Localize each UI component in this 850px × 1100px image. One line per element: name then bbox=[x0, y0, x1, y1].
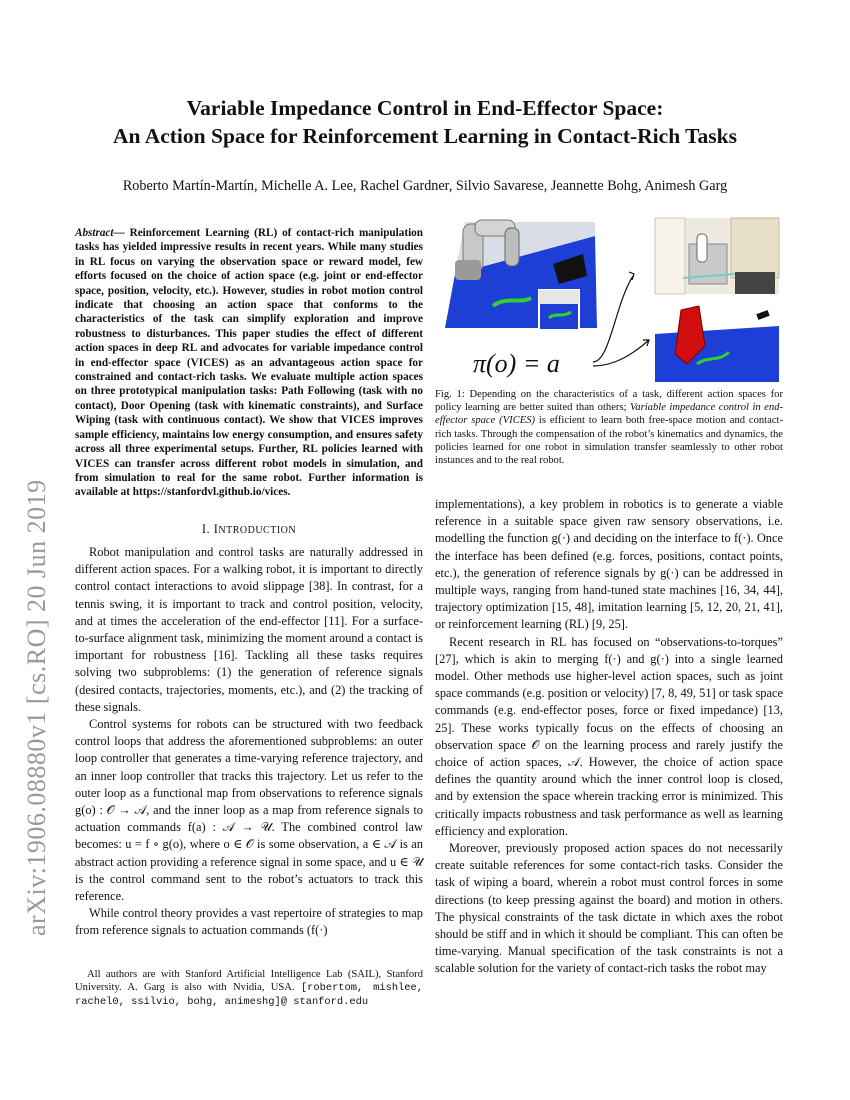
title-line-2: An Action Space for Reinforcement Learning in Contact-Rich Tasks bbox=[113, 124, 737, 148]
policy-equation: π(o) = a bbox=[473, 349, 560, 378]
section-title-first: I bbox=[213, 522, 219, 536]
affiliation-footnote bbox=[75, 968, 423, 1009]
caption-suffix: is efficient to learn both free-space motion and contact-rich tasks. Through the compensation of the robot’s kinematics and dynamics, the policies learned for one robot in simulation transfer seamlessly to other robot instances and to the real robot. bbox=[435, 415, 783, 467]
footnote-emails: [robertom, mishlee, rachel0, ssilvio, bohg, animeshg]@ stanford.edu bbox=[75, 982, 423, 1008]
abstract bbox=[75, 226, 423, 500]
right-paragraph-2: Recent research in RL has focused on “observations-to-torques” [27], which is akin to merging f(·) and g(·) into a single learned model. Other methods use higher-level action spaces, such as joint space commands (e.g. position or velocity) [7, 8, 49, 51] or task space commands (e.g. end-effector poses, force or fixed impedance) [13, 25]. These works typically focus on the effects of choosing an observation space 𝒪 on the learning process and rarely justify the choice of action spaces, 𝒜. However, the choice of action space defines the quantity around which the inner control loop is closed, and by extension the space wherein tracking error is minimized. This critically impacts robustness and task performance as well as learning efficiency and exploration. bbox=[435, 634, 783, 838]
caption-emphasis: Variable impedance control in end-effector space (VICES) bbox=[435, 402, 783, 427]
title-line-1: Variable Impedance Control in End-Effector Space: bbox=[186, 96, 664, 120]
footnote-text: All authors are with Stanford Artificial Intelligence Lab (SAIL), Stanford University. A. Garg is also with Nvidia, USA. bbox=[75, 969, 423, 993]
intro-paragraph-3: While control theory provides a vast repertoire of strategies to map from reference signals to actuation commands (f(·) bbox=[75, 906, 423, 938]
introduction-body bbox=[75, 544, 423, 940]
figure-1-caption bbox=[435, 388, 783, 467]
simulation-image-sawyer bbox=[437, 218, 597, 330]
section-number: I. bbox=[201, 522, 211, 536]
caption-prefix: Fig. 1: Depending on the characteristics of a task, different action spaces for policy learning are better suited than others; bbox=[435, 389, 783, 414]
simulation-image-panda bbox=[655, 302, 779, 382]
arrow-to-real bbox=[593, 276, 633, 362]
section-title-rest: NTRODUCTION bbox=[218, 525, 297, 536]
abstract-label: Abstract bbox=[75, 227, 114, 239]
real-robot-image bbox=[655, 218, 779, 294]
author-list: Roberto Martín-Martín, Michelle A. Lee, Rachel Gardner, Silvio Savarese, Jeannette Bohg, Animesh Garg bbox=[122, 178, 728, 194]
section-heading-introduction bbox=[75, 522, 423, 537]
intro-paragraph-1: Robot manipulation and control tasks are naturally addressed in different action spaces. For a walking robot, it is important to directly control contact interactions to avoid slippage [38]. In contrast, for a tennis swing, it is important to track and control position, velocity, and at times the acceleration of the end-effector [11]. For a surface-to-surface alignment task, minimizing the moment around a contact is important for robustness [16]. Tackling all these tasks requires solving two subproblems: (1) the generation of reference signals (desired contacts, trajectories, moments, etc.), and (2) the tracking of these signals. bbox=[75, 545, 423, 714]
arrows bbox=[593, 272, 649, 366]
intro-paragraph-2: Control systems for robots can be structured with two feedback control loops that address the aforementioned subproblems: an outer loop controller that generates a time-varying reference trajectory, and an inner loop controller that tracks this trajectory. Let us refer to the outer loop as a functional map from observations to reference signals g(o) : 𝒪 → 𝒜, and the inner loop as a map from reference signals to actuation commands f(a) : 𝒜 → 𝒰. The combined control law becomes: u = f ∘ g(o), where o ∈ 𝒪 is some observation, a ∈ 𝒜 is an abstract action providing a reference signal in some space, and u ∈ 𝒰 is the control command sent to the robot’s actuators to track this reference. bbox=[75, 717, 423, 904]
abstract-text: — Reinforcement Learning (RL) of contact-rich manipulation tasks has yielded impressive results in recent years. While many studies in RL focus on varying the observation space or reward model, few efforts focused on the choice of action space (e.g. joint or end-effector space, position, velocity, etc.). However, studies in robot motion control indicate that choosing an action space that conforms to the characteristics of the task can simplify exploration and improve robustness to disturbances. This paper studies the effect of different action spaces in deep RL and advocates for variable impedance control in end-effector space (VICES) as an advantageous action space for constrained and contact-rich tasks. We evaluate multiple action spaces on three prototypical manipulation tasks: Path Following (task with no contact), Door Opening (task with kinematic constraints), and Surface Wiping (task with continuous contact). We show that VICES improves sample efficiency, maintains low energy consumption, and ensures safety across all three experimental setups. Further, RL policies learned with VICES can transfer across different robot models in simulation, and from simulation to real for the same robot. Further information is available at https://stanfordvl.github.io/vices. bbox=[75, 227, 423, 499]
right-paragraph-3: Moreover, previously proposed action spaces do not necessarily create suitable references for some contact-rich tasks. Consider the task of wiping a board, wherein a robot must control forces in some directions (to keep pressing against the board) and motion in others. The physical constraints of the task dictate in which axes the robot should be stiff and in which it should be compliant. This can often be time-varying. Manual specification of the task constraints is not a scalable solution for the variety of contact-rich tasks the robot may bbox=[435, 841, 783, 976]
figure-1 bbox=[435, 214, 783, 386]
paper-title bbox=[60, 94, 790, 150]
arxiv-stamp: arXiv:1906.08880v1 [cs.RO] 20 Jun 2019 bbox=[22, 479, 51, 936]
arrow-to-sim bbox=[593, 340, 649, 366]
right-column-body bbox=[435, 496, 783, 978]
right-paragraph-1: implementations), a key problem in robotics is to generate a viable reference in a suitable space given raw sensory observations, i.e. modelling the function g(·) and deciding on the interface to f(·). Once the interface has been defined (e.g. forces, positions, contact points, etc.), the generation of reference signals by g(·) can be addressed in multiple ways, ranging from hand-tuned state machines [16, 34, 44], trajectory optimization [15, 48], imitation learning [5, 12, 20, 21, 41], or reinforcement learning (RL) [9, 25]. bbox=[435, 497, 783, 632]
